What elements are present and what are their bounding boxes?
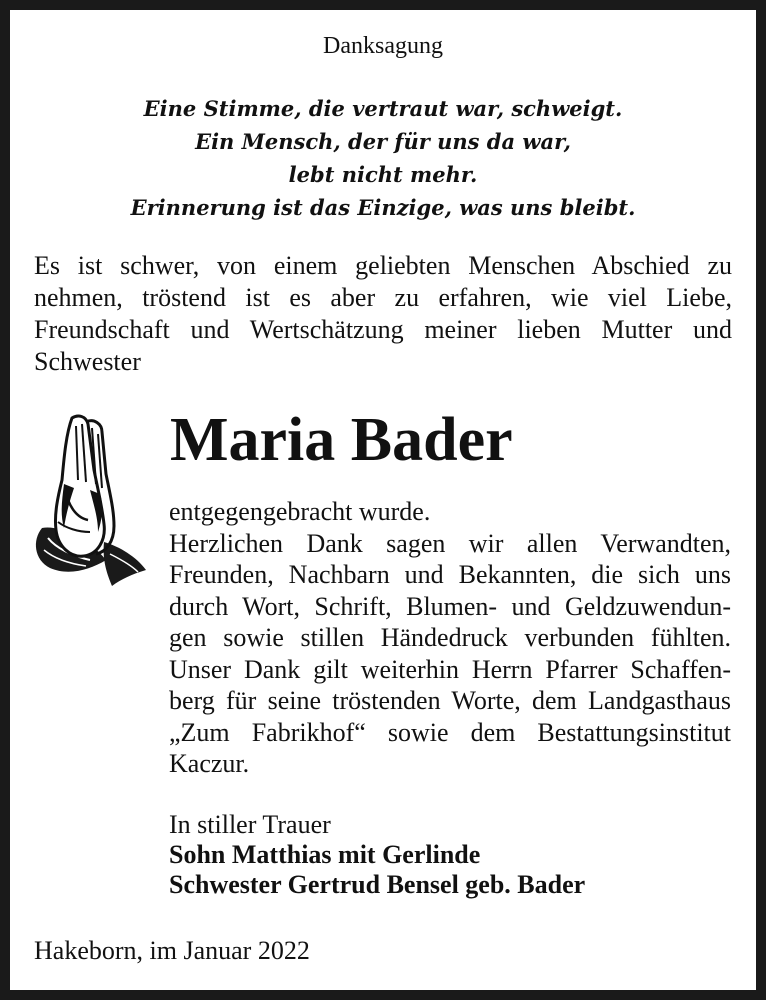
deceased-name: Maria Bader	[170, 406, 513, 474]
body-line: gen sowie stillen Händedruck verbunden fühlten.	[169, 623, 731, 652]
place-date: Hakeborn, im Januar 2022	[34, 936, 310, 965]
body-line: Herzlichen Dank sagen wir allen Verwandten,	[169, 528, 731, 558]
body-line: „Zum Fabrikhof“ sowie dem Bestattungsinstitut	[169, 717, 731, 747]
mourner-name: Schwester Gertrud Bensel geb. Bader	[169, 870, 586, 899]
intro-line: nehmen, tröstend ist es aber zu erfahren, wie viel Liebe,	[34, 283, 732, 312]
poem-line: Ein Mensch, der für uns da war,	[195, 129, 571, 154]
mourning-intro: In stiller Trauer	[169, 810, 331, 839]
praying-hands-icon	[28, 410, 148, 590]
mourners-block	[169, 810, 585, 900]
intro-line: Freundschaft und Wertschätzung meiner lieben Mutter und	[34, 315, 732, 344]
intro-line: Schwester	[34, 347, 141, 376]
memorial-poem	[10, 92, 756, 224]
intro-line: Es ist schwer, von einem geliebten Menschen Abschied zu	[34, 251, 732, 280]
body-line: Unser Dank gilt weiterhin Herrn Pfarrer Schaffen-	[169, 654, 731, 684]
thanks-paragraph	[169, 496, 731, 780]
poem-line: Erinnerung ist das Einzige, was uns bleibt.	[130, 195, 636, 220]
body-line: entgegengebracht wurde.	[169, 497, 431, 526]
body-line: Kaczur.	[169, 749, 250, 778]
body-line: durch Wort, Schrift, Blumen- und Geldzuwendun-	[169, 591, 731, 621]
poem-line: lebt nicht mehr.	[288, 162, 478, 187]
notice-heading: Danksagung	[323, 33, 443, 59]
mourner-name: Sohn Matthias mit Gerlinde	[169, 840, 481, 869]
intro-paragraph	[34, 250, 732, 378]
body-line: Freunden, Nachbarn und Bekannten, die sich uns	[169, 560, 731, 589]
body-line: berg für seine tröstenden Worte, dem Landgasthaus	[169, 686, 731, 715]
poem-line: Eine Stimme, die vertraut war, schweigt.	[143, 96, 623, 121]
obituary-notice	[10, 10, 756, 990]
